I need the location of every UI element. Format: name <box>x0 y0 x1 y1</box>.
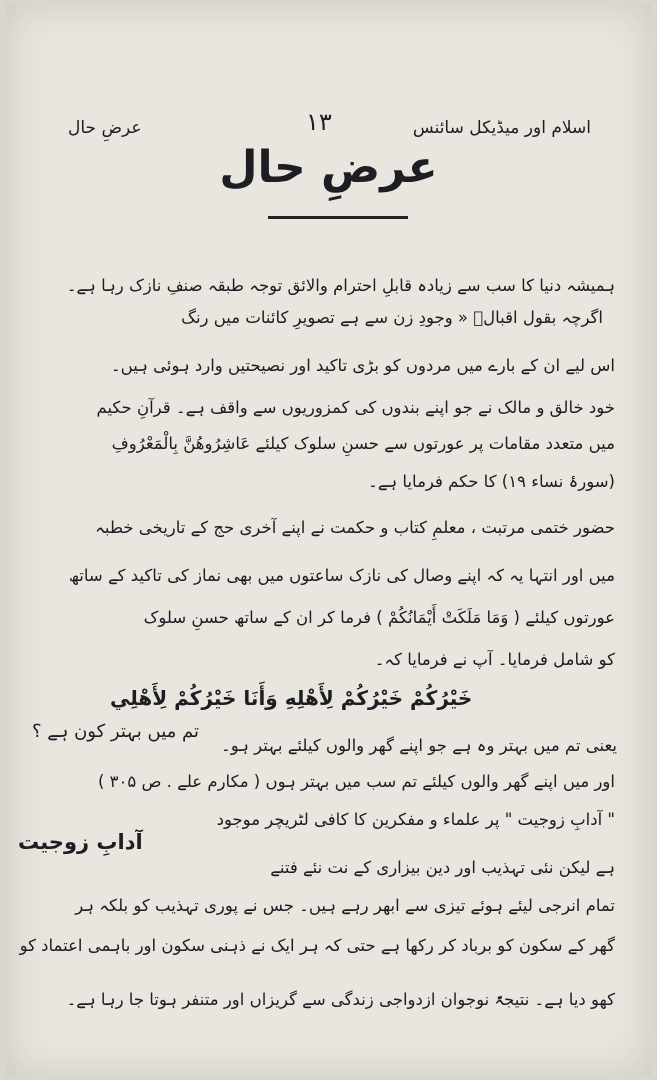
paragraph-line: کو شامل فرمایا۔ آپ نے فرمایا کہ۔ <box>374 650 615 669</box>
hadith-translation-lead: تم میں بہتر کون ہے ؟ <box>32 721 200 742</box>
paragraph-line: ہمیشہ دنیا کا سب سے زیادہ قابلِ احترام والائق توجہ طبقہ صنفِ نازک رہا ہے۔ <box>66 276 615 295</box>
paragraph-line: اگرچہ بقول اقبالؒ « وجودِ زن سے ہے تصویرِ کائنات میں رنگ <box>181 308 603 327</box>
paragraph-line: عورتوں کیلئے ( وَمَا مَلَكَتْ أَيْمَانُكُمْ ) فرما کر ان کے ساتھ حسنِ سلوک <box>143 608 615 627</box>
page-title: عرضِ حال <box>219 142 438 193</box>
running-header-book-title: اسلام اور میڈیکل سائنس <box>412 118 591 138</box>
hadith-translation-line: یعنی تم میں بہتر وہ ہے جو اپنے گھر والوں کیلئے بہتر ہو۔ <box>221 736 617 755</box>
section-line: ہے لیکن نئی تہذیب اور دین بیزاری کے نت نئے فتنے <box>270 858 615 877</box>
running-header-section-title: عرضِ حال <box>68 118 142 138</box>
title-underline <box>268 216 408 219</box>
document-page <box>6 4 651 1076</box>
hadith-arabic: خَيْرُكُمْ خَيْرُكُمْ لِأَهْلِهِ وَأَنَا خَيْرُكُمْ لِأَهْلِي <box>110 686 473 710</box>
section-line: تمام انرجی لیئے ہوئے تیزی سے ابھر رہے ہیں۔ جس نے پوری تہذیب کو بلکہ ہر <box>75 896 615 915</box>
section-line: " آدابِ زوجیت " پر علماء و مفکرین کا کافی لٹریچر موجود <box>216 810 615 829</box>
paragraph-line: (سورۂ نساء ۱۹) کا حکم فرمایا ہے۔ <box>368 472 615 491</box>
section-heading: آدابِ زوجیت <box>18 830 143 854</box>
section-line: کھو دیا ہے۔ نتیجۃً نوجوان ازدواجی زندگی سے گریزاں اور متنفر ہوتا جا رہا ہے۔ <box>66 990 615 1009</box>
page-number: ۱۳ <box>306 108 332 136</box>
paragraph-line: حضور ختمی مرتبت ، معلمِ کتاب و حکمت نے اپنے آخری حج کے تاریخی خطبہ <box>95 518 615 537</box>
section-line: گھر کے سکون کو برباد کر رکھا ہے حتی کہ ہر ایک نے ذہنی سکون اور باہمی اعتماد کو <box>19 936 615 955</box>
paragraph-line: میں متعدد مقامات پر عورتوں سے حسنِ سلوک کیلئے عَاشِرُوهُنَّ بِالْمَعْرُوفِ <box>111 434 615 453</box>
hadith-translation-line: اور میں اپنے گھر والوں کیلئے تم سب میں بہتر ہوں ( مکارم علے . ص ۳۰۵ ) <box>97 772 615 791</box>
paragraph-line: خود خالق و مالک نے جو اپنے بندوں کی کمزوریوں سے واقف ہے۔ قرآنِ حکیم <box>96 398 615 417</box>
paragraph-line: اس لیے ان کے بارے میں مردوں کو بڑی تاکید اور نصیحتیں وارد ہوئی ہیں۔ <box>110 356 615 375</box>
paragraph-line: میں اور انتہا یہ کہ اپنے وصال کی نازک ساعتوں میں بھی نماز کی تاکید کے ساتھ <box>68 566 615 585</box>
